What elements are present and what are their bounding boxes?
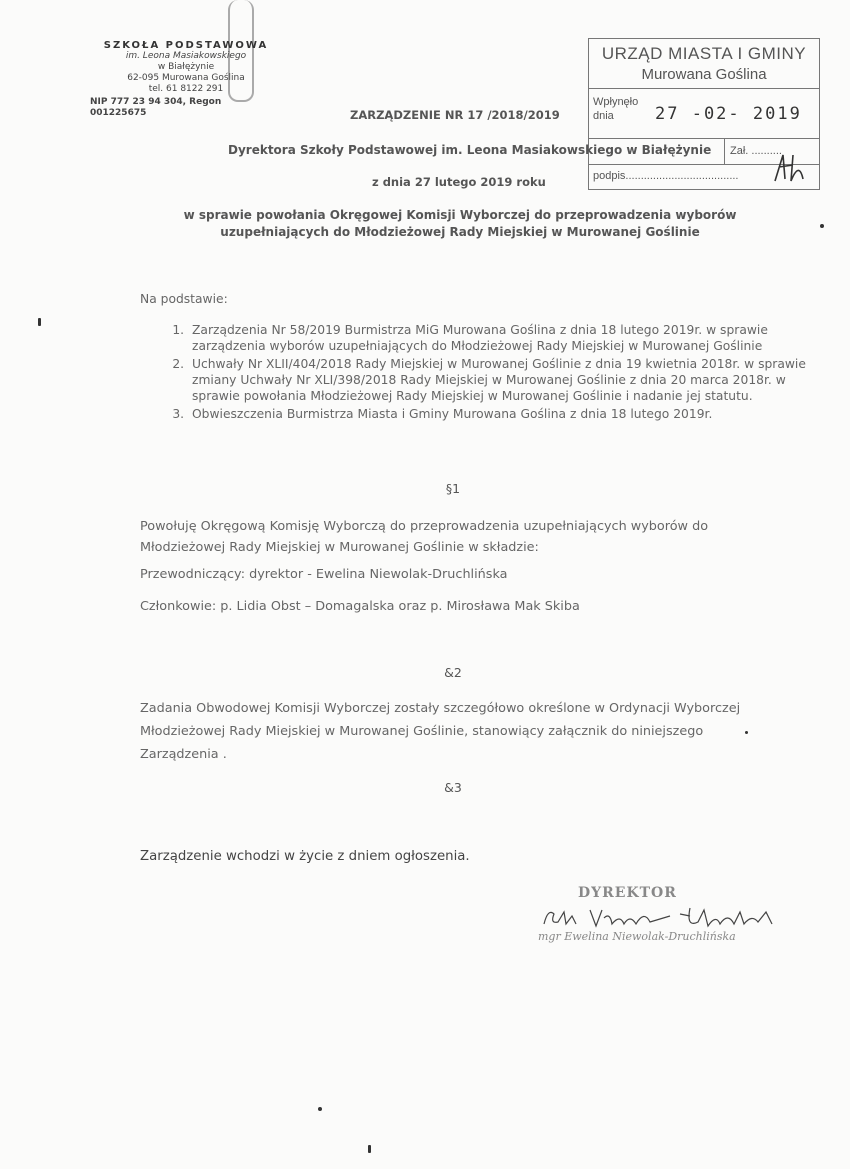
attachments-label: Zał. ..........: [730, 145, 782, 157]
handwritten-signature: [540, 904, 790, 932]
school-stamp-line: w Białężynie: [157, 62, 215, 72]
school-stamp-line: SZKOŁA PODSTAWOWA: [103, 40, 269, 51]
list-item: 2. Uchwały Nr XLII/404/2018 Rady Miejskiej w Murowanej Goślinie z dnia 19 kwietnia 2018r. w sprawie zmiany Uchwały Nr XLI/398/2018 Rady Miejskiej w Murowanej Goślinie z dnia 20 marca 2018r. w sprawie powołania Młodzieżowej Rady Miejskiej w Murowanej Goślinie i nadanie jej statutu.: [188, 356, 828, 404]
document-date: z dnia 27 lutego 2019 roku: [372, 175, 546, 189]
signature-label: podpis.....................................: [593, 170, 739, 182]
list-item: 3. Obwieszczenia Burmistrza Miasta i Gminy Murowana Goślina z dnia 18 lutego 2019r.: [188, 406, 828, 422]
school-stamp-line: 62-095 Murowana Goślina: [127, 73, 245, 83]
school-stamp-line: tel. 61 8122 291: [148, 84, 224, 94]
signer-name: mgr Ewelina Niewolak-Druchlińska: [538, 930, 736, 943]
scan-speck: [820, 224, 824, 228]
section-heading: §1: [445, 481, 461, 496]
basis-intro: Na podstawie:: [140, 292, 228, 306]
section1-text: Powołuję Okręgową Komisję Wyborczą do przeprowadzenia uzupełniających wyborów do Młodzieżowej Rady Miejskiej w Murowanej Goślinie w składzie:: [140, 519, 709, 555]
committee-chair: Przewodniczący: dyrektor - Ewelina Niewolak-Druchlińska: [140, 567, 508, 582]
document-issuer: Dyrektora Szkoły Podstawowej im. Leona Masiakowskiego w Białężynie: [228, 143, 712, 157]
initials-signature: [769, 151, 809, 185]
scan-speck: [318, 1107, 322, 1111]
signature-title: DYREKTOR: [578, 885, 677, 901]
committee-members: Członkowie: p. Lidia Obst – Domagalska oraz p. Mirosława Mak Skiba: [140, 599, 580, 614]
document-number: ZARZĄDZENIE NR 17 /2018/2019: [350, 108, 560, 122]
office-city: Murowana Goślina: [641, 66, 767, 83]
scan-speck: [745, 731, 748, 734]
school-stamp-nip: NIP 777 23 94 304, Regon 001225675: [90, 97, 222, 118]
section-heading: &3: [444, 780, 462, 795]
document-subject: w sprawie powołania Okręgowej Komisji Wyborczej do przeprowadzenia wyborów uzupełniających do Młodzieżowej Rady Miejskiej w Murowanej Goślinie: [183, 208, 737, 239]
school-stamp: [90, 40, 276, 118]
basis-list: [140, 322, 828, 424]
scan-speck: [368, 1145, 371, 1153]
list-item: 1. Zarządzenia Nr 58/2019 Burmistrza MiG Murowana Goślina z dnia 18 lutego 2019r. w sprawie zarządzenia wyborów uzupełniających do Młodzieżowej Rady Miejskiej w Murowanej Goślinie: [188, 322, 828, 354]
office-received-stamp: [588, 38, 820, 190]
received-label: Wpłynęło dnia: [593, 96, 639, 122]
section-heading: &2: [444, 665, 462, 680]
scan-speck: [38, 318, 41, 326]
received-date: 27 -02- 2019: [655, 104, 802, 124]
section3-text: Zarządzenie wchodzi w życie z dniem ogłoszenia.: [140, 849, 470, 864]
school-stamp-line: im. Leona Masiakowskiego: [125, 51, 247, 61]
office-title: URZĄD MIASTA I GMINY: [601, 44, 807, 63]
section2-text: Zadania Obwodowej Komisji Wyborczej zostały szczegółowo określone w Ordynacji Wyborczej Młodzieżowej Rady Miejskiej w Murowanej Goślinie, stanowiący załącznik do niniejszego Zarządzenia .: [140, 701, 741, 762]
